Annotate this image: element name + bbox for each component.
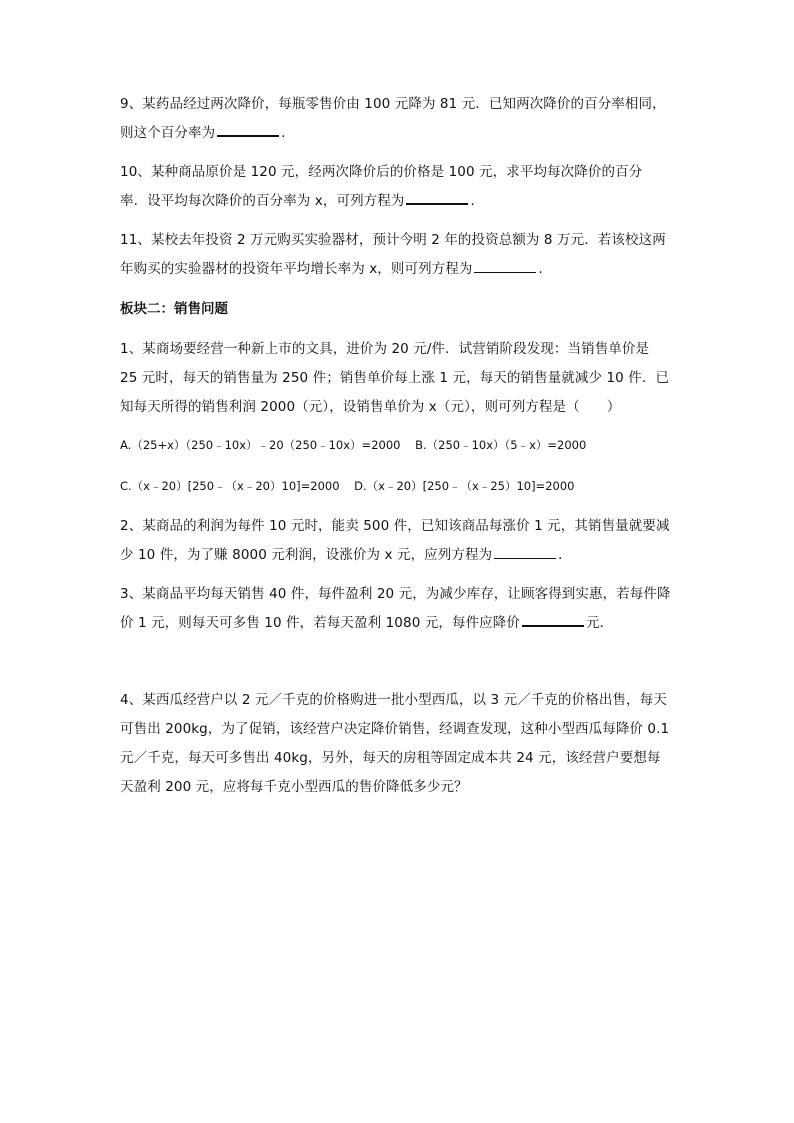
answer-blank: [406, 189, 468, 205]
question-10: [120, 158, 680, 216]
question-11-line-2: [120, 255, 680, 284]
question-3-line-1: 3、某商品平均每天销售 40 件，每件盈利 20 元，为减少库存，让顾客得到实惠，若每件降: [120, 586, 671, 602]
question-10-line-1: 10、某种商品原价是 120 元，经两次降价后的价格是 100 元，求平均每次降价的百分: [120, 164, 643, 180]
question-9-text: 则这个百分率为: [120, 125, 216, 141]
question-4-line-2: 可售出 200kg，为了促销，该经营户决定降价销售，经调查发现，这种小型西瓜每降价 0.1: [120, 721, 670, 737]
question-10-line-2: [120, 187, 680, 216]
question-9: [120, 90, 680, 148]
question-11-line-1: 11、某校去年投资 2 万元购买实验器材，预计今明 2 年的投资总额为 8 万元．若该校这两: [120, 232, 666, 248]
question-3-end: 元．: [585, 615, 614, 631]
question-11-text: 年购买的实验器材的投资年平均增长率为 x，则可列方程为: [120, 261, 473, 277]
question-2-line-1: 2、某商品的利润为每件 10 元时，能卖 500 件，已知该商品每涨价 1 元，其销售量就要减: [120, 518, 670, 534]
question-11-end: ．: [538, 261, 553, 277]
question-9-line-2: [120, 119, 680, 148]
question-11: [120, 226, 680, 284]
question-2-line-2: [120, 541, 680, 570]
option-c: C.（x﹣20）[250﹣（x﹣20）10]=2000: [120, 479, 340, 493]
question-10-text: 率．设平均每次降价的百分率为 x，可列方程为: [120, 193, 405, 209]
question-3-text: 价 1 元，则每天可多售 10 件，若每天盈利 1080 元，每件应降价: [120, 615, 520, 631]
question-9-line-1: 9、某药品经过两次降价，每瓶零售价由 100 元降为 81 元．已知两次降价的百分率相同，: [120, 96, 666, 112]
answer-blank: [217, 121, 279, 137]
option-d: D.（x﹣20）[250﹣（x﹣25）10]=2000: [354, 479, 575, 493]
question-4-line-1: 4、某西瓜经营户以 2 元／千克的价格购进一批小型西瓜，以 3 元／千克的价格出售，每天: [120, 692, 667, 708]
question-1-options-cd: [120, 477, 700, 495]
question-1-line-1: 1、某商场要经营一种新上市的文具，进价为 20 元/件．试营销阶段发现：当销售单价是: [120, 341, 650, 357]
option-a: A.（25+x）（250﹣10x）﹣20（250﹣10x）=2000: [120, 438, 401, 452]
question-1-line-3: 知每天所得的销售利润 2000（元），设销售单价为 x（元），则可列方程是（ ）: [120, 399, 621, 415]
question-2-text: 少 10 件，为了赚 8000 元利润，设涨价为 x 元，应列方程为: [120, 547, 493, 563]
question-1-line-2: 25 元时，每天的销售量为 250 件；销售单价每上涨 1 元，每天的销售量就减少 10 件．已: [120, 370, 670, 386]
question-4-line-3: 元／千克，每天可多售出 40kg，另外，每天的房租等固定成本共 24 元，该经营户要想每: [120, 750, 661, 766]
question-9-end: ．: [281, 125, 295, 141]
question-1-options-ab: [120, 436, 700, 454]
question-1: [120, 335, 680, 422]
question-2-end: ．: [558, 547, 572, 563]
question-4-line-4: 天盈利 200 元，应将每千克小型西瓜的售价降低多少元？: [120, 779, 468, 795]
answer-blank: [474, 258, 536, 273]
question-2: [120, 512, 680, 570]
question-4: [120, 686, 680, 802]
answer-blank: [494, 544, 556, 559]
option-b: B.（250﹣10x）（5﹣x）=2000: [415, 438, 587, 452]
section-heading: 板块二：销售问题: [120, 301, 228, 317]
question-3-line-2: [120, 609, 680, 638]
question-10-end: ．: [470, 193, 485, 209]
answer-blank: [522, 611, 584, 627]
question-3: [120, 580, 680, 638]
